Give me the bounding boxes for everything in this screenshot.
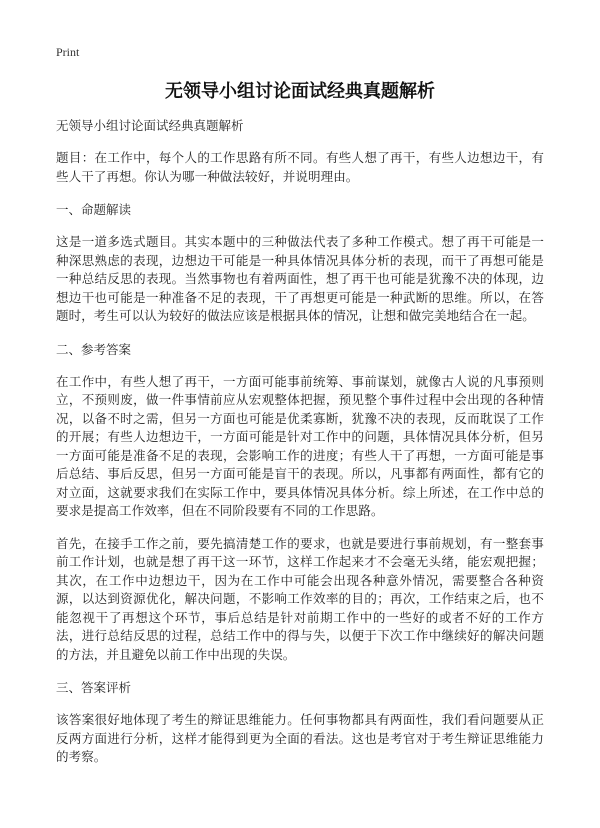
section-paragraph: 在工作中，有些人想了再干，一方面可能事前统筹、事前谋划，就像古人说的凡事预则立，不预则废，做一件事情前应从宏观整体把握，预见整个事件过程中会出现的各种情况，以备不时之需，但另一方面也可能是优柔寡断，犹豫不决的表现，反而耽误了工作的开展；有些人边想边干，一方面可能是针对工作中的问题，具体情况具体分析，但另一方面可能是准备不足的表现，会影响工作的进度；有些人干了再想，一方面可能是事后总结、事后反思，但另一方面可能是盲干的表现。所以，凡事都有两面性，都有它的对立面，这就要求我们在实际工作中，要具体情况具体分析。综上所述，在工作中总的要求是提高工作效率，但在不同阶段要有不同的工作思路。 (56, 373, 544, 518)
print-label: Print (56, 45, 80, 59)
section-heading: 二、参考答案 (56, 341, 132, 357)
section-reference-answer (56, 341, 544, 665)
section-answer-review (56, 679, 544, 767)
section-interpretation (56, 201, 544, 326)
section-paragraph: 这是一道多选式题目。其实本题中的三种做法代表了多种工作模式。想了再干可能是一种深思熟虑的表现，边想边干可能是一种具体情况具体分析的表现，而干了再想可能是一种总结反思的表现。当然事物也有着两面性，想了再干也可能是犹豫不决的体现，边想边干也可能是一种准备不足的表现，干了再想更可能是一种武断的思维。所以，在答题时，考生可以认为较好的做法应该是根据具体的情况，让想和做完美地结合在一起。 (56, 234, 544, 323)
section-heading: 一、命题解读 (56, 202, 132, 217)
question-paragraph: 题目：在工作中，每个人的工作思路有所不同。有些人想了再干，有些人边想边干，有些人干了再想。你认为哪一种做法较好，并说明理由。 (56, 150, 544, 184)
section-paragraph: 该答案很好地体现了考生的辩证思维能力。任何事物都具有两面性，我们看问题要从正反两方面进行分析，这样才能得到更为全面的看法。这也是考官对于考生辩证思维能力的考察。 (56, 712, 544, 764)
document-subtitle: 无领导小组讨论面试经典真题解析 (56, 118, 244, 133)
section-paragraph: 首先，在接手工作之前，要先搞清楚工作的要求，也就是要进行事前规划，有一整套事前工作计划，也就是想了再干这一环节，这样工作起来才不会毫无头绪，能宏观把握；其次，在工作中边想边干，因为在工作中可能会出现各种意外情况，需要整合各种资源，以达到资源优化，解决问题，不影响工作效率的目的；再次，工作结束之后，也不能忽视干了再想这个环节，事后总结是针对前期工作中的一些好的或者不好的工作方法，进行总结反思的过程，总结工作中的得与失，以便于下次工作中继续好的解决问题的方法，并且避免以前工作中出现的失误。 (56, 535, 544, 662)
document-title: 无领导小组讨论面试经典真题解析 (165, 81, 435, 102)
section-heading: 三、答案评析 (56, 680, 132, 695)
